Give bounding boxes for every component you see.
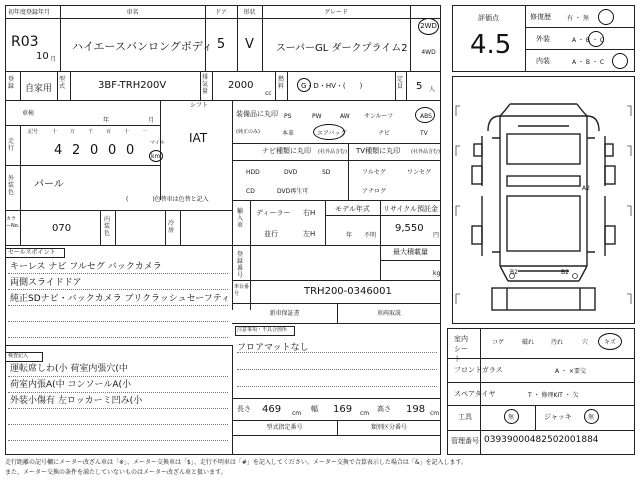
height-label: 高さ bbox=[377, 405, 391, 413]
body-type-label: 形状 bbox=[243, 9, 256, 16]
inspector-title: 検査記入 bbox=[8, 353, 29, 359]
tv-item: フルセグ bbox=[362, 169, 386, 176]
displacement-label: 排気量 bbox=[202, 74, 209, 95]
body-type: V bbox=[245, 37, 254, 52]
damage-a2: A2 bbox=[582, 185, 590, 192]
equipment-subtitle: (純正のみ) bbox=[236, 129, 260, 135]
tv-item: ワンセグ bbox=[407, 169, 432, 176]
import-parallel: 並行 bbox=[264, 230, 278, 238]
chassis-number: TRH200-0346001 bbox=[304, 286, 392, 297]
sales-point-line: 純正SDナビ・バックカメラ ブリクラッシュセーフティ bbox=[10, 294, 231, 304]
nav-title-note: (社外品含む) bbox=[318, 149, 347, 155]
tv-title: TV種類に丸印 bbox=[356, 147, 401, 155]
inspection-year-unit: 年 bbox=[103, 117, 110, 124]
shift: IAT bbox=[189, 131, 208, 145]
tv-item: アナログ bbox=[362, 188, 387, 195]
spare-label: スペアタイヤ bbox=[454, 390, 496, 398]
equipment-item: 本革 bbox=[282, 130, 295, 137]
grade: スーパーGL ダークプライム2 bbox=[276, 43, 408, 54]
equipment-item: エアバッグ bbox=[317, 130, 347, 137]
import-dealer: ディーラー bbox=[256, 209, 291, 217]
mileage-digit-header: 万 bbox=[70, 129, 76, 135]
chassis-label: 車台番号 bbox=[234, 284, 250, 297]
model-code: 3BF-TRH200V bbox=[98, 80, 167, 91]
mileage-digit: 4 bbox=[54, 143, 63, 158]
repair-none-circle bbox=[598, 9, 614, 25]
width: 169 bbox=[333, 404, 353, 415]
abs-circle bbox=[415, 107, 435, 123]
width-label: 幅 bbox=[311, 405, 318, 413]
drive-4wd: 4WD bbox=[421, 49, 436, 56]
model-year-unknown: 不明 bbox=[364, 232, 377, 239]
score-value: 4.5 bbox=[470, 30, 512, 60]
sheet-item: 汚れ bbox=[551, 339, 564, 346]
km-label: km bbox=[151, 153, 161, 160]
interior-c-circle bbox=[612, 53, 628, 69]
fuel-options: G・D・HV・( ) bbox=[301, 82, 363, 90]
mileage-label: 走行 bbox=[8, 138, 15, 152]
car-name: ハイエースバンロングボディ bbox=[72, 40, 213, 53]
interior-color-label: 内装色 bbox=[104, 216, 111, 237]
equipment-item: AW bbox=[340, 113, 350, 120]
shift-label: シフト bbox=[190, 102, 209, 109]
nav-item: DVD再生可 bbox=[277, 188, 309, 195]
length: 469 bbox=[262, 404, 282, 415]
exterior-note: ( )色替車は色替と記入 bbox=[126, 196, 209, 203]
sheet-scratch-circle bbox=[598, 333, 622, 350]
reg-date-label: 初年度登録年月 bbox=[8, 9, 51, 16]
inspection-month-unit: 月 bbox=[148, 117, 155, 124]
import-right: 右H bbox=[303, 209, 316, 217]
mileage-digit-header: 十 bbox=[52, 129, 58, 135]
reg-no-label: 登録番号 bbox=[237, 251, 244, 279]
length-unit: cm bbox=[292, 410, 302, 417]
tool-label: 工具 bbox=[458, 413, 472, 421]
reg-month: 10 bbox=[36, 51, 49, 62]
glass-value: A ・ ×要交 bbox=[555, 368, 586, 375]
reg-month-unit: 月 bbox=[50, 56, 57, 63]
doors-label: ドア bbox=[215, 9, 227, 16]
notes-text: フロアマットなし bbox=[237, 343, 309, 353]
jack-label: ジャッキ bbox=[544, 413, 572, 421]
mile-label: マイル bbox=[150, 140, 165, 146]
mgmt-label: 管理番号 bbox=[451, 437, 479, 445]
interior-score-label: 内装 bbox=[536, 57, 550, 65]
drive-2wd: 2WD bbox=[420, 22, 437, 30]
exterior-color: パール bbox=[34, 179, 64, 190]
equipment-item: サンルーフ bbox=[364, 113, 394, 120]
doors: 5 bbox=[216, 37, 226, 52]
color-no: 070 bbox=[52, 223, 72, 234]
recycle-unit: 円 bbox=[433, 232, 440, 239]
repair-label: 修復歴 bbox=[530, 13, 551, 21]
nav-item: SD bbox=[322, 169, 331, 176]
manual-label: 車両取説 bbox=[376, 310, 401, 317]
equipment-item: PW bbox=[312, 113, 322, 120]
tv-title-note: (社外品含む) bbox=[411, 149, 440, 155]
model-label: 型式 bbox=[59, 76, 66, 90]
mileage-digit: 0 bbox=[90, 143, 99, 158]
mileage-digit-header: 十 bbox=[124, 129, 130, 135]
width-unit: cm bbox=[360, 410, 370, 417]
interior-score-options: A ・ B ・ C bbox=[572, 59, 605, 66]
mileage-digit-header: 一 bbox=[142, 129, 148, 135]
exterior-score-options: A ・ B ・ C bbox=[572, 37, 605, 44]
mileage-digit-header: 百 bbox=[106, 129, 112, 135]
glass-label: フロントガラス bbox=[454, 366, 503, 374]
grade-label: グレード bbox=[323, 9, 348, 16]
class-number-label: 類別区分番号 bbox=[370, 424, 407, 431]
airbag-circle bbox=[313, 124, 345, 140]
sales-point-title: セールスポイント bbox=[8, 249, 56, 256]
import-left: 左H bbox=[303, 230, 316, 238]
equipment-item: ナビ bbox=[378, 130, 391, 137]
footer-line2: また、メーター交換の条件を満たしていないものはメーター改ざん車と扱います。 bbox=[5, 469, 227, 476]
displacement: 2000 bbox=[228, 80, 254, 91]
spare-value: T ・ 修理KIT ・ 欠 bbox=[528, 392, 579, 399]
color-no-label: カラーNo. bbox=[6, 216, 20, 229]
nav-item: CD bbox=[246, 188, 255, 195]
inspector-line: 外装小傷有 左ロッカーミ凹み(小 bbox=[10, 396, 143, 406]
score-label: 評価点 bbox=[478, 14, 499, 22]
inspection-label: 車検 bbox=[22, 110, 35, 117]
car-diagram bbox=[452, 76, 635, 324]
interior-sheet-label: 室内シート bbox=[454, 335, 468, 363]
sales-point-line: 両側スライドドア bbox=[10, 278, 82, 288]
repair-options: 有 ・ 無 bbox=[567, 15, 589, 22]
mileage-digit: 0 bbox=[108, 143, 117, 158]
sheet-item: 破れ bbox=[522, 339, 535, 346]
capacity-label: 定員 bbox=[397, 76, 404, 90]
model-year-unit: 年 bbox=[346, 232, 353, 239]
height-unit: cm bbox=[430, 410, 440, 417]
fuel-label: 燃料 bbox=[278, 76, 285, 90]
tool-value: 無 bbox=[508, 414, 515, 421]
mileage-digit: 0 bbox=[126, 143, 135, 158]
max-load-unit: kg bbox=[433, 270, 441, 277]
footer-line1: 走行距離の記号欄にメーター改ざん車は「※」、メーター交換車は「$」、走行不明車は「#」を記入してください。メーター交換で合算表示した場合は「&」を記入します。 bbox=[5, 459, 468, 466]
jack-value: 無 bbox=[588, 414, 595, 421]
sheet-item: コゲ bbox=[492, 339, 505, 346]
sheet-item: 穴 bbox=[582, 339, 589, 346]
ac-label: 冷房 bbox=[168, 220, 175, 234]
equipment-item: ABS bbox=[420, 113, 432, 120]
reg-type: 自家用 bbox=[25, 84, 53, 94]
cc-unit: cc bbox=[265, 90, 272, 97]
exterior-label: 外装色 bbox=[8, 175, 15, 196]
exterior-b-circle bbox=[588, 31, 604, 47]
nav-title: ナビ種類に丸印 bbox=[262, 147, 311, 155]
notes-title: 注意事項・不具合箇所 bbox=[237, 327, 288, 333]
import-label: 輸入車 bbox=[237, 208, 244, 229]
type-number-label: 型式指定番号 bbox=[266, 424, 303, 431]
height: 198 bbox=[406, 404, 426, 415]
equipment-item: TV bbox=[420, 130, 428, 137]
equipment-title: 装備品に丸印 bbox=[236, 110, 278, 118]
warranty-label: 新車保証書 bbox=[269, 310, 300, 317]
mileage-digit: 2 bbox=[72, 143, 81, 158]
mileage-digit-header: 千 bbox=[88, 129, 94, 135]
sales-point-line: キーレス ナビ フルセグ バックカメラ bbox=[10, 262, 162, 272]
reg-type-label: 登録 bbox=[8, 76, 15, 90]
exterior-score-label: 外装 bbox=[536, 35, 550, 43]
nav-item: HDD bbox=[246, 169, 260, 176]
model-year-label: モデル年式 bbox=[335, 205, 370, 213]
equipment-item: PS bbox=[284, 113, 292, 120]
mileage-digit-header: 記号 bbox=[28, 129, 39, 135]
damage-b2-left: B2 bbox=[510, 269, 518, 276]
inspector-line: 荷室内張A(中 コンソールA(小 bbox=[10, 380, 132, 390]
nav-item: DVD bbox=[284, 169, 298, 176]
capacity-unit: 人 bbox=[429, 86, 436, 93]
max-load-label: 最大積載量 bbox=[393, 248, 428, 256]
reg-year: R03 bbox=[11, 34, 39, 50]
capacity: 5 bbox=[416, 81, 423, 92]
recycle-amount: 9,550 bbox=[395, 223, 424, 234]
car-name-label: 車名 bbox=[126, 9, 139, 16]
mgmt-number: 03939000482502001884 bbox=[484, 435, 599, 445]
inspector-line: 運転席しわ(小 荷室内張穴(中 bbox=[10, 364, 128, 374]
length-label: 長さ bbox=[237, 405, 251, 413]
sheet-item: キズ bbox=[604, 339, 616, 346]
recycle-label: リサイクル預託金 bbox=[382, 205, 439, 213]
damage-b2-right: B2 bbox=[561, 269, 569, 276]
